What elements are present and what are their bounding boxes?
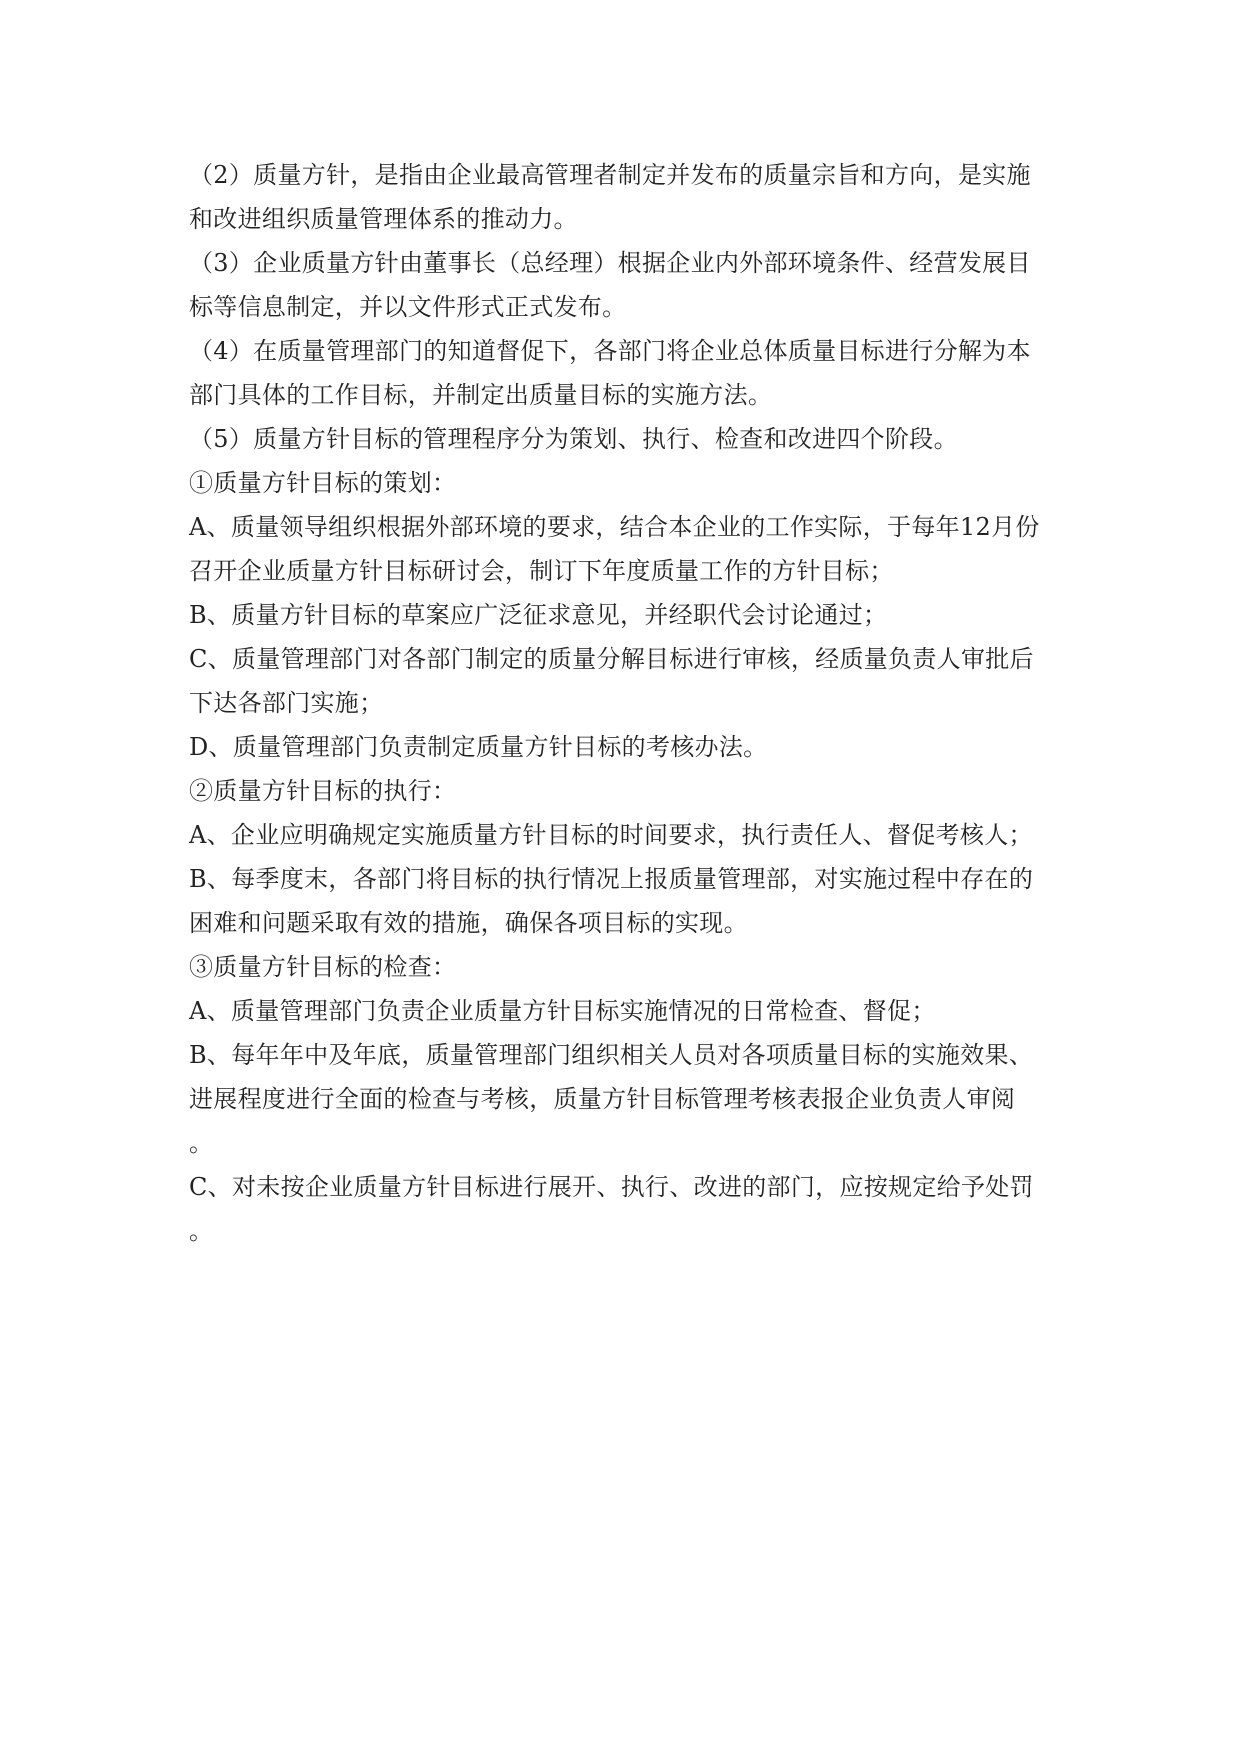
document-body	[189, 153, 1059, 1253]
text-line: 进展程度进行全面的检查与考核，质量方针目标管理考核表报企业负责人审阅	[189, 1085, 1016, 1113]
text-line: C、质量管理部门对各部门制定的质量分解目标进行审核，经质量负责人审批后	[189, 645, 1034, 673]
text-line: A、质量领导组织根据外部环境的要求，结合本企业的工作实际，于每年12月份	[189, 513, 1040, 541]
text-line: （3）企业质量方针由董事长（总经理）根据企业内外部环境条件、经营发展目	[189, 249, 1031, 277]
text-line: D、质量管理部门负责制定质量方针目标的考核办法。	[189, 733, 768, 761]
text-line: C、对未按企业质量方针目标进行展开、执行、改进的部门，应按规定给予处罚	[189, 1173, 1034, 1201]
text-line: ①质量方针目标的策划：	[189, 469, 457, 497]
text-line: B、每年年中及年底，质量管理部门组织相关人员对各项质量目标的实施效果、	[189, 1041, 1034, 1069]
text-line: 召开企业质量方针目标研讨会，制订下年度质量工作的方针目标；	[189, 557, 894, 585]
text-line: 下达各部门实施；	[189, 689, 384, 717]
text-line: B、质量方针目标的草案应广泛征求意见，并经职代会讨论通过；	[189, 601, 888, 629]
text-line: （5）质量方针目标的管理程序分为策划、执行、检查和改进四个阶段。	[189, 425, 958, 453]
text-line: A、质量管理部门负责企业质量方针目标实施情况的日常检查、督促；	[189, 997, 936, 1025]
text-line: 标等信息制定，并以文件形式正式发布。	[189, 293, 627, 321]
text-line: 。	[189, 1129, 214, 1157]
text-line: （2）质量方针，是指由企业最高管理者制定并发布的质量宗旨和方向，是实施	[189, 161, 1031, 189]
text-line: 和改进组织质量管理体系的推动力。	[189, 205, 578, 233]
text-line: ③质量方针目标的检查：	[189, 953, 457, 981]
text-line: 。	[189, 1217, 214, 1245]
text-line: （4）在质量管理部门的知道督促下，各部门将企业总体质量目标进行分解为本	[189, 337, 1031, 365]
text-line: 困难和问题采取有效的措施，确保各项目标的实现。	[189, 909, 748, 937]
text-line: 部门具体的工作目标，并制定出质量目标的实施方法。	[189, 381, 773, 409]
text-line: B、每季度末，各部门将目标的执行情况上报质量管理部，对实施过程中存在的	[189, 865, 1034, 893]
text-line: A、企业应明确规定实施质量方针目标的时间要求，执行责任人、督促考核人；	[189, 821, 1033, 849]
text-line: ②质量方针目标的执行：	[189, 777, 457, 805]
